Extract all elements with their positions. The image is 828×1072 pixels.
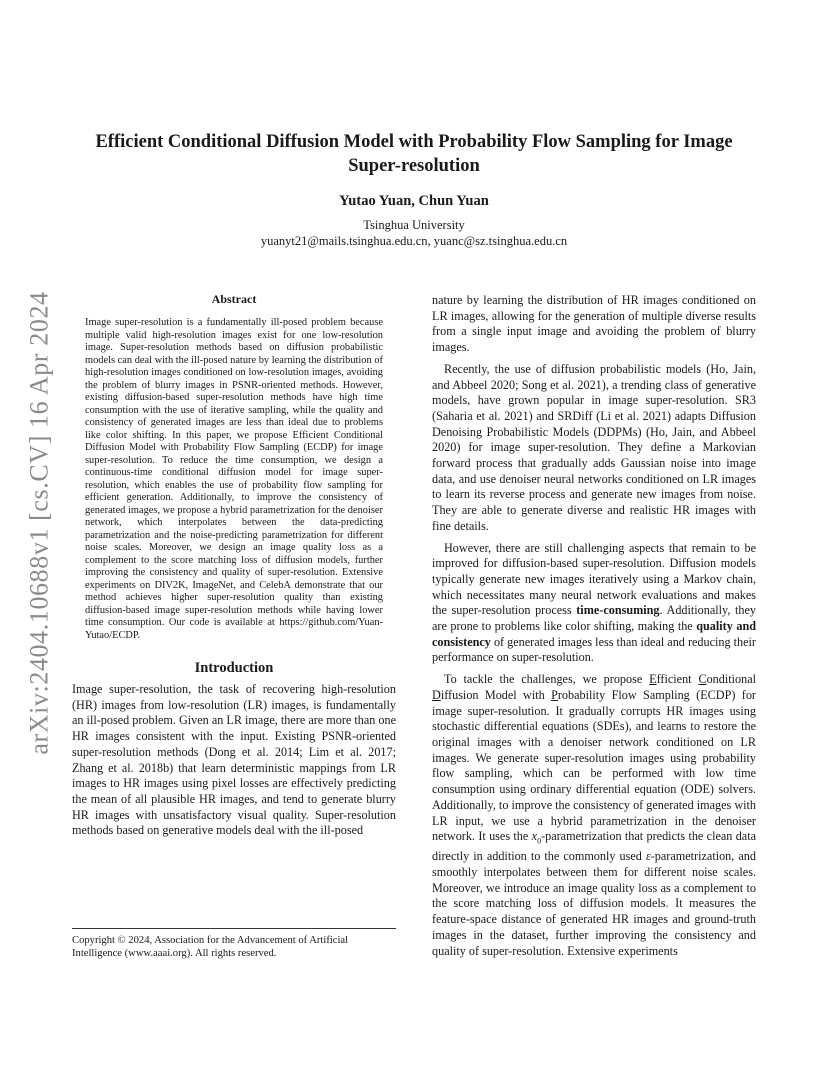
abstract-text: Image super-resolution is a fundamentally ill-posed problem because multiple valid high-resolution images exist for one low-resolution image. Super-resolution methods based on diffusion probabilistic models can deal with the ill-posed nature by learning the distribution of high-resolution images conditioned on low-resolution images, avoiding the problem of blurry images in PSNR-oriented methods. However, existing diffusion-based super-resolution methods have high time consumption with the use of iterative sampling, while the quality and consistency of generated images are less than ideal due to problems like color shifting. In this paper, we propose Efficient Conditional Diffusion Model with Probability Flow Sampling (ECDP) for image super-resolution. To reduce the time consumption, we design a continuous-time conditional diffusion model for image super-resolution, which enables the use of probability flow sampling for efficient generation. Additionally, to improve the consistency of generated images, we propose a hybrid parametrization for the denoiser network, which interpolates between the data-predicting parametrization and the noise-predicting parametrization for different noise scales. Moreover, we design an image quality loss as a complement to the score matching loss of diffusion models, further improving the consistency and quality of super-resolution. Extensive experiments on DIV2K, ImageNet, and CelebA demonstrate that our method achieves higher super-resolution quality than existing diffusion-based image super-resolution methods while having lower time consumption. Our code is available at https://github.com/Yuan-Yutao/ECDP. [85, 317, 383, 641]
paper-authors: Yutao Yuan, Chun Yuan [339, 193, 489, 209]
paper-title: Efficient Conditional Diffusion Model with Probability Flow Sampling for Image Super-resolution [95, 132, 733, 176]
right-column [432, 293, 756, 959]
underlined-P: P [551, 687, 558, 702]
arxiv-identifier-margin [20, 286, 60, 760]
intro-paragraph-2: nature by learning the distribution of HR images conditioned on LR images, allowing for the generation of multiple diverse results from a single input image and avoiding the problem of blurry images. [432, 293, 756, 355]
p5-text-1: fficient [656, 672, 699, 687]
p5-text-5: -parametrization that predicts the clean data directly in addition to the commonly used [432, 829, 756, 864]
intro-paragraph-4 [432, 541, 756, 667]
p5-text-3: iffusion Model with [440, 687, 552, 702]
arxiv-id-text: arXiv:2404.10688v1 [cs.CV] 16 Apr 2024 [25, 291, 55, 755]
intro-paragraph-3: Recently, the use of diffusion probabilistic models (Ho, Jain, and Abbeel 2020; Song et al. 2021), a trending class of generative models, have grown popular in image super-resolution. SR3 (Saharia et al. 2021) and SRDiff (Li et al. 2021) adapts Diffusion Denoising Probabilistic Models (DDPMs) (Ho, Jain, and Abbeel 2020) for image super-resolution. They define a Markovian forward process that gradually adds Gaussian noise into image data, and use denoiser neural networks conditioned on LR images to learn its reverse process and generate new images from noise. They are able to generate diverse and realistic HR images with fine details. [432, 361, 756, 533]
introduction-heading: Introduction [194, 660, 274, 676]
author-affiliation-block [70, 217, 758, 249]
affiliation: Tsinghua University [363, 218, 465, 232]
copyright-footnote: Copyright © 2024, Association for the Advancement of Artificial Intelligence (www.aaai.org). All rights reserved. [72, 928, 396, 960]
underlined-E: E [649, 672, 657, 687]
bold-time-consuming: time-consuming [576, 603, 660, 618]
intro-paragraph-5 [432, 672, 756, 959]
underlined-C: C [698, 672, 707, 687]
left-column [72, 292, 396, 839]
p4-text-a: However, there are still challenging aspects that remain to be improved for diffusion-based super-resolution. Diffusion models typically generate new images iteratively using a Markov chain, which necessitates many neural network evaluations and makes the super-resolution process [432, 540, 756, 618]
math-epsilon: ε [645, 849, 651, 864]
p5-text-4: robability Flow Sampling (ECDP) for image super-resolution. It gradually corrupts HR images using stochastic differential equations (SDEs), and learns to restore the original images with a denoiser network conditioned on LR images. We generate super-resolution images using probability flow sampling, which can be performed with low time consumption using ordinary differential equation (ODE) solvers. Additionally, to improve the consistency of generated images with LR input, we use a hybrid parametrization in the denoiser network. It uses the [432, 687, 756, 844]
author-emails: yuanyt21@mails.tsinghua.edu.cn, yuanc@sz.tsinghua.edu.cn [260, 234, 568, 248]
p4-text-d: of generated images less than ideal and reducing their performance on super-resolution. [432, 634, 756, 665]
p5-text-2: onditional [706, 672, 757, 687]
math-x: x [531, 829, 538, 844]
math-subscript-0: 0 [537, 836, 542, 846]
abstract-heading: Abstract [211, 292, 257, 306]
intro-paragraph-1: Image super-resolution, the task of recovering high-resolution (HR) images from low-resolution (LR) images, is fundamentally an ill-posed problem. Given an LR image, there are more than one HR images consistent with the input. Existing PSNR-oriented super-resolution methods (Dong et al. 2014; Lim et al. 2017; Zhang et al. 2018b) that learn deterministic mappings from LR images to HR images using pixel losses are effectively predicting the mean of all plausible HR images, and tend to generate blurry HR images with unsatisfactory visual quality. Super-resolution methods based on generative models deal with the ill-posed [72, 682, 396, 838]
underlined-D: D [432, 687, 441, 702]
p5-text-a: To tackle the challenges, we propose [444, 672, 650, 687]
p4-text-c: . Additionally, they are prone to problems like color shifting, making the [432, 603, 756, 634]
p5-text-6: -parametrization, and smoothly interpolates between them for different noise scales. Moreover, we introduce an image quality loss as a complement to the score matching loss of diffusion models. It measures the feature-space distance of generated HR images and ground-truth images in the dataset, further improving the consistency and quality of super-resolution. Extensive experiments [432, 849, 756, 958]
bold-quality-consistency: quality and consistency [432, 619, 756, 649]
